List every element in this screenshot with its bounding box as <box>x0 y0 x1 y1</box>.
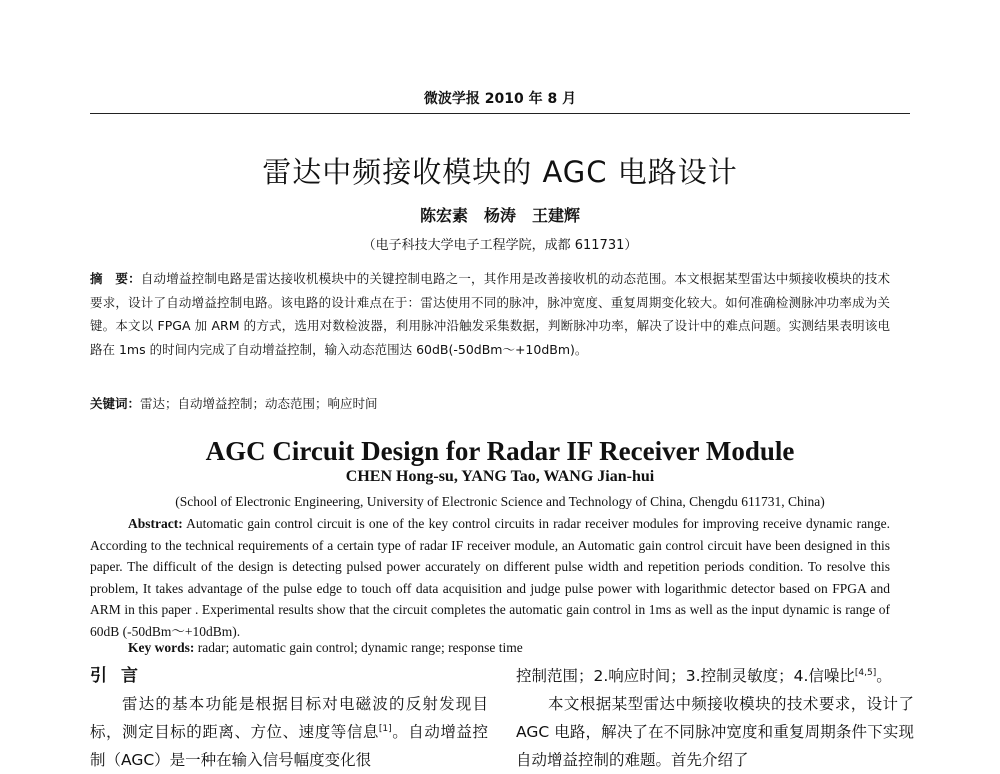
continued-text-main: 控制范围；2.响应时间；3.控制灵敏度；4.信噪比 <box>516 667 855 685</box>
english-affiliation: (School of Electronic Engineering, University of Electronic Science and Technology of China, Chengdu 611731, China) <box>175 494 825 509</box>
english-keywords <box>128 640 888 656</box>
chinese-keywords <box>90 394 890 412</box>
english-abstract <box>90 513 890 642</box>
english-keywords-label: Key words: <box>128 640 195 655</box>
chinese-authors: 陈宏素 杨涛 王建辉 <box>419 206 580 225</box>
chinese-affiliation: （电子科技大学电子工程学院，成都 611731） <box>362 238 638 253</box>
chinese-abstract-label: 摘 要： <box>90 271 141 286</box>
english-abstract-text: Automatic gain control circuit is one of the key control circuits in radar receiver modules for improving receive dynamic range. According to the technical requirements of a certain type of radar IF receiver module, an Automatic gain control circuit have been designed in this paper. The difficult of the design is detecting pulsed power accurately on different pulse width and repetition periods condition. To resolve this problem, It takes advantage of the pulse edge to touch off data acquisition and judge pulse power with logarithmic detector based on FPGA and ARM in this paper . Experimental results show that the circuit completes the automatic gain control in 1ms as well as the input dynamic is range of 60dB (-50dBm～+10dBm). <box>90 516 890 639</box>
citation-ref-2: [4,5] <box>854 667 877 678</box>
chinese-keywords-text: 雷达；自动增益控制；动态范围；响应时间 <box>140 396 378 411</box>
intro-paragraph-text-end: 。自动增益控制（AGC）是一种在输入信号幅度变化很 <box>90 723 488 769</box>
english-authors: CHEN Hong-su, YANG Tao, WANG Jian-hui <box>345 468 655 485</box>
header-rule <box>90 113 910 114</box>
chinese-abstract <box>90 267 890 361</box>
english-keywords-text: radar; automatic gain control; dynamic range; response time <box>194 640 523 655</box>
section-heading-introduction: 引言 <box>90 666 152 686</box>
citation-ref: [1] <box>378 723 392 734</box>
intro-paragraph-text: 雷达的基本功能是根据目标对电磁波的反射发现目标，测定目标的距离、方位、速度等信息 <box>90 695 488 741</box>
journal-header: 微波学报 2010 年 8 月 <box>423 91 577 107</box>
body-left-column <box>90 662 488 774</box>
english-title: AGC Circuit Design for Radar IF Receiver Module <box>205 436 795 466</box>
chinese-abstract-text: 自动增益控制电路是雷达接收机模块中的关键控制电路之一，其作用是改善接收机的动态范围。本文根据某型雷达中频接收模块的技术要求，设计了自动增益控制电路。该电路的设计难点在于：雷达使用不同的脉冲，脉冲宽度、重复周期变化较大。如何准确检测脉冲功率成为关键。本文以 FPGA 加 ARM 的方式，选用对数检波器，利用脉冲沿触发采集数据，判断脉冲功率，解决了设计中的难点问题。实测结果表明该电路在 1ms 的时间内完成了自动增益控制，输入动态范围达 60dB(-50dBm～+10dBm)。 <box>90 271 890 357</box>
continued-text-end: 。 <box>876 667 892 685</box>
chinese-title: 雷达中频接收模块的 AGC 电路设计 <box>262 155 738 189</box>
continued-text <box>516 662 914 690</box>
right-paragraph: 本文根据某型雷达中频接收模块的技术要求，设计了 AGC 电路，解决了在不同脉冲宽度和重复周期条件下实现自动增益控制的难题。首先介绍了 <box>516 695 914 769</box>
chinese-keywords-label: 关键词： <box>90 396 141 411</box>
body-right-column <box>516 662 914 774</box>
intro-paragraph <box>90 690 488 774</box>
english-abstract-label: Abstract: <box>128 516 183 531</box>
